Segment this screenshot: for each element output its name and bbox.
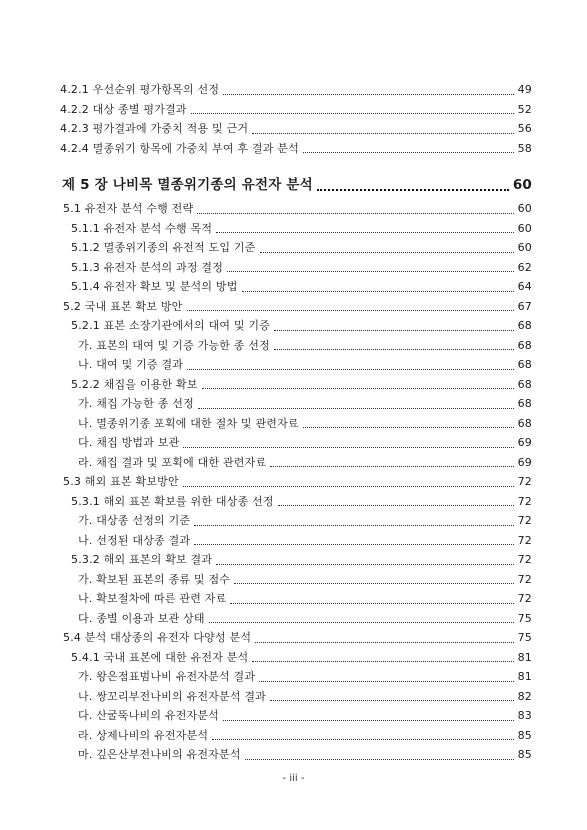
toc-entry[interactable] xyxy=(0,667,587,687)
toc-entry[interactable] xyxy=(0,570,587,590)
dot-leader xyxy=(212,739,513,740)
page-footer-number: - iii - xyxy=(282,773,305,784)
toc-entry-title: 4.2.2 대상 종별 평가결과 xyxy=(60,102,187,116)
toc-entry-page-number: 68 xyxy=(517,319,532,332)
toc-entry-title: 5.1.1 유전자 분석 수행 목적 xyxy=(71,221,213,235)
toc-entry-page-number: 68 xyxy=(517,358,532,371)
toc-entry-page-number: 68 xyxy=(517,377,532,391)
toc-entry-page-number: 68 xyxy=(517,338,532,352)
toc-entry[interactable] xyxy=(0,238,587,258)
toc-entry-page-number: 52 xyxy=(517,102,532,116)
toc-previous-section xyxy=(0,80,587,158)
toc-entry-title: 가. 확보된 표본의 종류 및 점수 xyxy=(78,572,231,586)
toc-entry[interactable] xyxy=(0,472,587,492)
toc-entry-page-number: 81 xyxy=(517,650,532,664)
toc-entry-page-number: 72 xyxy=(517,592,532,605)
dot-leader xyxy=(194,525,513,526)
toc-entry[interactable] xyxy=(0,453,587,473)
toc-entry[interactable] xyxy=(0,80,587,100)
dot-leader xyxy=(303,427,514,428)
toc-entry[interactable] xyxy=(0,355,587,375)
toc-entry-page-number: 72 xyxy=(517,533,532,547)
toc-entry[interactable] xyxy=(0,394,587,414)
dot-leader xyxy=(242,291,514,292)
dot-leader xyxy=(183,486,514,487)
toc-entry[interactable] xyxy=(0,375,587,395)
toc-entry-title: 나. 쌍꼬리부전나비의 유전자분석 결과 xyxy=(78,689,267,703)
toc-entry-title: 나. 대여 및 기증 결과 xyxy=(78,358,184,371)
toc-entry-title: 가. 채집 가능한 종 선정 xyxy=(78,397,194,410)
toc-entry[interactable] xyxy=(0,531,587,551)
toc-entry-page-number: 72 xyxy=(517,494,532,508)
dot-leader xyxy=(202,388,514,389)
toc-chapter-5 xyxy=(0,173,587,765)
dot-leader xyxy=(303,152,514,153)
chapter-title: 제 5 장 나비목 멸종위기종의 유전자 분석 xyxy=(62,177,313,193)
toc-entry-page-number: 67 xyxy=(517,299,532,313)
dot-leader xyxy=(223,94,513,95)
toc-entry-page-number: 85 xyxy=(517,728,532,742)
toc-entry[interactable] xyxy=(0,297,587,317)
toc-entry-title: 다. 채집 방법과 보관 xyxy=(78,436,180,449)
toc-entry-title: 5.3.2 해외 표본의 확보 결과 xyxy=(71,553,213,566)
toc-entry-title: 5.3.1 해외 표본 확보를 위한 대상종 선정 xyxy=(71,494,274,508)
toc-entry-title: 4.2.3 평가결과에 가중치 적용 및 근거 xyxy=(60,122,249,135)
toc-entry-page-number: 49 xyxy=(517,83,532,96)
toc-entry-page-number: 60 xyxy=(517,241,532,254)
toc-entry-page-number: 72 xyxy=(517,572,532,586)
dot-leader xyxy=(198,408,514,409)
toc-entry-title: 5.1.4 유전자 확보 및 분석의 방법 xyxy=(71,280,238,293)
toc-entry-title: 가. 대상종 선정의 기준 xyxy=(78,514,191,527)
toc-entry-page-number: 56 xyxy=(517,122,532,135)
dot-leader xyxy=(223,720,514,721)
dot-leader xyxy=(278,505,514,506)
toc-entry-page-number: 68 xyxy=(517,397,532,410)
toc-entry-title: 다. 종별 이용과 보관 상태 xyxy=(78,611,205,625)
toc-entry-title: 라. 상제나비의 유전자분석 xyxy=(78,728,209,742)
toc-entry-title: 5.1.3 유전자 분석의 과정 결정 xyxy=(71,260,224,274)
toc-entry[interactable] xyxy=(0,492,587,512)
toc-entry-page-number: 85 xyxy=(517,748,532,761)
toc-entry-page-number: 72 xyxy=(517,553,532,566)
dot-leader xyxy=(230,603,513,604)
dot-leader xyxy=(270,700,514,701)
toc-entry-page-number: 83 xyxy=(517,709,532,722)
dot-leader xyxy=(194,544,513,545)
toc-entry-page-number: 69 xyxy=(517,436,532,449)
toc-entry[interactable] xyxy=(0,414,587,434)
dot-leader xyxy=(216,232,513,233)
toc-entry-title: 5.1.2 멸종위기종의 유전적 도입 기준 xyxy=(71,241,256,254)
toc-entry-title: 5.4 분석 대상종의 유전자 다양성 분석 xyxy=(63,631,252,644)
toc-entry[interactable] xyxy=(0,726,587,746)
toc-entry-page-number: 82 xyxy=(517,689,532,703)
toc-entry[interactable] xyxy=(0,511,587,531)
chapter-page-number: 60 xyxy=(512,177,532,193)
dot-leader xyxy=(270,466,513,467)
toc-entry-page-number: 62 xyxy=(517,260,532,274)
dot-leader xyxy=(245,759,514,760)
toc-entry-page-number: 60 xyxy=(517,202,532,215)
toc-entry[interactable] xyxy=(0,336,587,356)
dot-leader xyxy=(209,622,514,623)
dot-leader xyxy=(227,271,514,272)
toc-entry-page-number: 64 xyxy=(517,280,532,293)
toc-entry[interactable] xyxy=(0,119,587,139)
toc-entry-title: 5.3 해외 표본 확보방안 xyxy=(63,475,179,488)
dot-leader xyxy=(216,564,513,565)
dot-leader xyxy=(187,310,514,311)
dot-leader xyxy=(187,369,514,370)
toc-entry-title: 5.2.1 표본 소장기관에서의 대여 및 기증 xyxy=(71,319,271,332)
chapter-heading[interactable] xyxy=(0,173,587,197)
toc-entry-page-number: 60 xyxy=(517,221,532,235)
dot-leader xyxy=(259,681,513,682)
toc-entry-title: 나. 확보절차에 따른 관련 자료 xyxy=(78,592,227,605)
toc-entry-title: 나. 선정된 대상종 결과 xyxy=(78,533,191,547)
dot-leader xyxy=(183,447,513,448)
toc-entry-title: 가. 왕은점표범나비 유전자분석 결과 xyxy=(78,670,256,683)
toc-entry[interactable] xyxy=(0,706,587,726)
toc-entry-title: 라. 채집 결과 및 포획에 대한 관련자료 xyxy=(78,455,267,469)
toc-entry-title: 5.2 국내 표본 확보 방안 xyxy=(63,299,183,313)
dot-leader xyxy=(274,330,514,331)
dot-leader xyxy=(252,133,513,134)
toc-entry-page-number: 81 xyxy=(517,670,532,683)
toc-entry[interactable] xyxy=(0,139,587,159)
toc-entry[interactable] xyxy=(0,316,587,336)
toc-entry-title: 5.2.2 채집을 이용한 확보 xyxy=(71,377,198,391)
toc-entry-title: 나. 멸종위기종 포획에 대한 절차 및 관련자료 xyxy=(78,416,299,430)
toc-entry-page-number: 75 xyxy=(517,611,532,625)
toc-entry[interactable] xyxy=(0,277,587,297)
dot-leader xyxy=(260,252,514,253)
toc-entry[interactable] xyxy=(0,199,587,219)
toc-entry[interactable] xyxy=(0,550,587,570)
toc-entry-title: 4.2.4 멸종위기 항목에 가중치 부여 후 결과 분석 xyxy=(60,141,299,155)
dot-leader xyxy=(234,583,514,584)
dot-leader xyxy=(191,113,514,114)
toc-entry[interactable] xyxy=(0,745,587,765)
toc-entry-title: 5.1 유전자 분석 수행 전략 xyxy=(63,202,194,215)
toc-entry-title: 마. 깊은산부전나비의 유전자분석 xyxy=(78,748,241,761)
toc-entry[interactable] xyxy=(0,258,587,278)
toc-entry-title: 다. 산굴뚝나비의 유전자분석 xyxy=(78,709,220,722)
toc-entry[interactable] xyxy=(0,609,587,629)
toc-entry-page-number: 72 xyxy=(517,514,532,527)
toc-entry-page-number: 72 xyxy=(517,475,532,488)
toc-entry[interactable] xyxy=(0,433,587,453)
toc-entry-title: 5.4.1 국내 표본에 대한 유전자 분석 xyxy=(71,650,249,664)
toc-entry[interactable] xyxy=(0,100,587,120)
toc-entry-page-number: 68 xyxy=(517,416,532,430)
dot-leader xyxy=(317,189,509,191)
toc-entry[interactable] xyxy=(0,628,587,648)
toc-entry-title: 4.2.1 우선순위 평가항목의 선정 xyxy=(60,83,220,96)
toc-entry[interactable] xyxy=(0,219,587,239)
toc-entry-page-number: 58 xyxy=(517,141,532,155)
dot-leader xyxy=(252,661,513,662)
toc-entry-page-number: 69 xyxy=(517,455,532,469)
toc-entry[interactable] xyxy=(0,687,587,707)
toc-entry-page-number: 75 xyxy=(517,631,532,644)
dot-leader xyxy=(197,213,513,214)
toc-entry[interactable] xyxy=(0,648,587,668)
dot-leader xyxy=(255,642,513,643)
toc-entry-title: 가. 표본의 대여 및 기증 가능한 종 선정 xyxy=(78,338,270,352)
toc-entry[interactable] xyxy=(0,589,587,609)
dot-leader xyxy=(274,349,514,350)
